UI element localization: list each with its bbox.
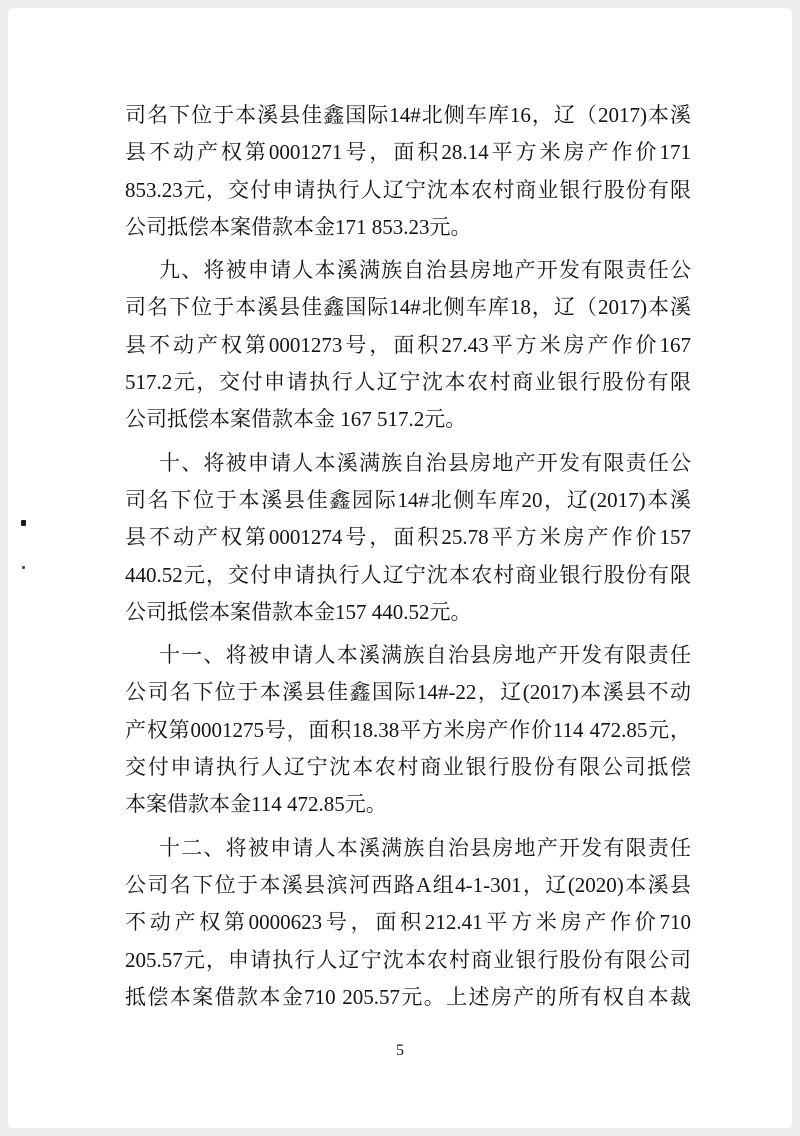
paragraph-item-9 bbox=[125, 252, 691, 438]
text-line: 公司抵偿本案借款本金171 853.23元。 bbox=[125, 214, 472, 239]
text-line: 抵偿本案借款本金710 205.57元。上述房产的所有权自本裁 bbox=[125, 984, 691, 1009]
text-line: 十、将被申请人本溪满族自治县房地产开发有限责任公 bbox=[159, 450, 691, 475]
text-line: 205.57元，申请执行人辽宁沈本农村商业银行股份有限公司 bbox=[125, 947, 691, 972]
text-line: 十一、将被申请人本溪满族自治县房地产开发有限责任 bbox=[159, 643, 691, 668]
text-line: 公司抵偿本案借款本金 167 517.2元。 bbox=[125, 407, 467, 432]
text-line: 交付申请执行人辽宁沈本农村商业银行股份有限公司抵偿 bbox=[125, 755, 691, 780]
text-line: 853.23元，交付申请执行人辽宁沈本农村商业银行股份有限 bbox=[125, 177, 691, 202]
text-line: 公司名下位于本溪县滨河西路A组4-1-301，辽(2020)本溪县 bbox=[125, 872, 691, 897]
text-line: 产权第0001275号，面积18.38平方米房产作价114 472.85元， bbox=[125, 717, 691, 742]
page-number: 5 bbox=[396, 1042, 404, 1059]
text-line: 十二、将被申请人本溪满族自治县房地产开发有限责任 bbox=[159, 835, 691, 860]
paragraph-item-8-continuation bbox=[125, 97, 691, 246]
text-line: 440.52元，交付申请执行人辽宁沈本农村商业银行股份有限 bbox=[125, 562, 691, 587]
text-line: 517.2元，交付申请执行人辽宁沈本农村商业银行股份有限 bbox=[125, 370, 691, 395]
paragraph-item-12 bbox=[125, 830, 691, 1016]
document-page bbox=[8, 8, 792, 1128]
scan-artifact-dot bbox=[22, 566, 25, 569]
paragraph-item-10 bbox=[125, 445, 691, 631]
text-line: 县不动产权第0001271号，面积28.14平方米房产作价171 bbox=[125, 140, 691, 165]
text-line: 九、将被申请人本溪满族自治县房地产开发有限责任公 bbox=[159, 258, 691, 283]
text-line: 公司抵偿本案借款本金157 440.52元。 bbox=[125, 599, 472, 624]
text-line: 司名下位于本溪县佳鑫园际14#北侧车库20，辽(2017)本溪 bbox=[125, 487, 691, 512]
text-line: 司名下位于本溪县佳鑫国际14#北侧车库16，辽（2017)本溪 bbox=[125, 103, 691, 127]
text-line: 司名下位于本溪县佳鑫国际14#北侧车库18，辽（2017)本溪 bbox=[125, 295, 691, 320]
text-line: 公司名下位于本溪县佳鑫国际14#-22，辽(2017)本溪县不动 bbox=[125, 680, 691, 705]
scan-artifact-dot bbox=[21, 520, 26, 526]
paragraph-item-11 bbox=[125, 637, 691, 823]
text-line: 县不动产权第0001273号，面积27.43平方米房产作价167 bbox=[125, 332, 691, 357]
text-line: 不动产权第0000623号，面积212.41平方米房产作价710 bbox=[125, 910, 691, 935]
text-line: 县不动产权第0001274号，面积25.78平方米房产作价157 bbox=[125, 525, 691, 550]
document-body bbox=[125, 97, 691, 1016]
text-line: 本案借款本金114 472.85元。 bbox=[125, 792, 387, 817]
